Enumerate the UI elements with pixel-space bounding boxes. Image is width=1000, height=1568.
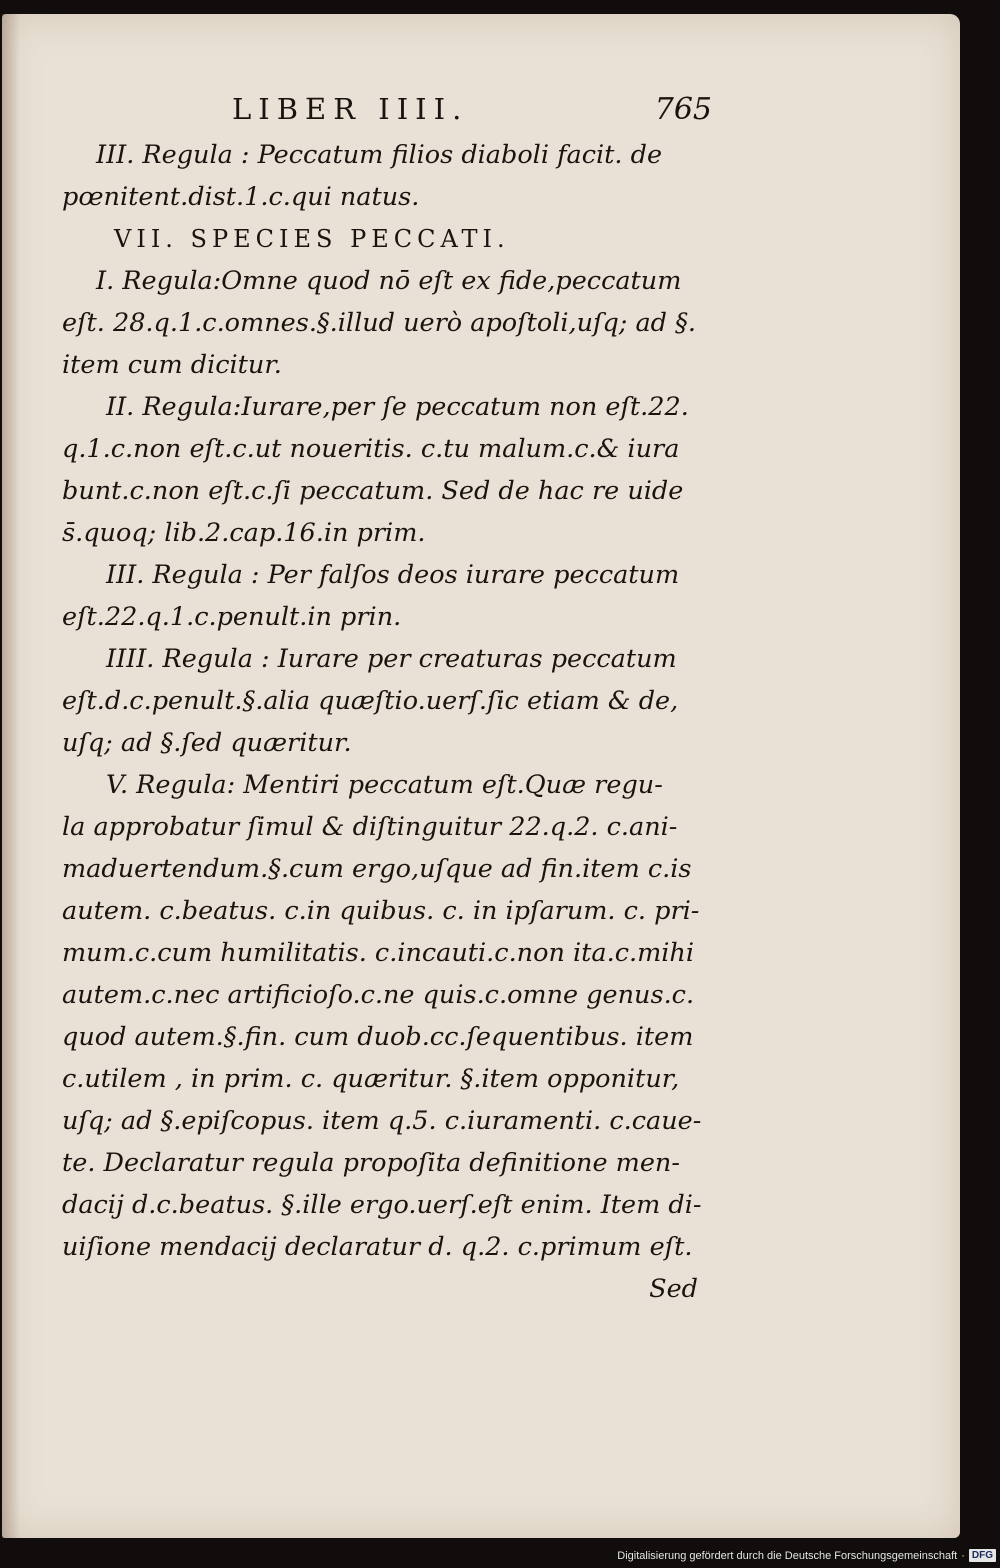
text-line: mum.c.cum humilitatis. c.incauti.c.non ita.c.mihi xyxy=(62,938,694,968)
page-number: 765 xyxy=(654,92,712,127)
book-page xyxy=(2,14,960,1538)
page-text-block xyxy=(62,78,712,1310)
catchword: Sed xyxy=(649,1274,698,1304)
text-line: uſq; ad §.epiſcopus. item q.5. c.iuramenti. c.caue- xyxy=(62,1106,702,1136)
text-line: eſt. 28.q.1.c.omnes.§.illud uerò apoſtoli,uſq; ad §. xyxy=(62,308,696,338)
text-line: autem.c.nec artificioſo.c.ne quis.c.omne genus.c. xyxy=(62,980,695,1010)
text-line: dacij d.c.beatus. §.ille ergo.uerſ.eſt enim. Item di- xyxy=(62,1190,702,1220)
text-line: eſt.22.q.1.c.penult.in prin. xyxy=(62,602,402,632)
running-head: LIBER IIII. xyxy=(232,92,469,126)
credit-text: Digitalisierung gefördert durch die Deutsche Forschungsgemeinschaft xyxy=(617,1549,958,1562)
text-line: autem. c.beatus. c.in quibus. c. in ipſarum. c. pri- xyxy=(62,896,700,926)
text-line: pœnitent.dist.1.c.qui natus. xyxy=(62,182,420,212)
text-line: item cum dicitur. xyxy=(62,350,282,380)
dfg-logo: DFG xyxy=(969,1549,996,1562)
text-line: eſt.d.c.penult.§.alia quæſtio.uerſ.ſic etiam & de, xyxy=(62,686,679,716)
text-line: la approbatur ſimul & diſtinguitur 22.q.2. c.ani- xyxy=(62,812,678,842)
section-heading: VII. SPECIES PECCATI. xyxy=(114,225,510,253)
text-line: bunt.c.non eſt.c.ſi peccatum. Sed de hac re uide xyxy=(62,476,684,506)
text-line: uiſione mendacij declaratur d. q.2. c.primum eſt. xyxy=(62,1232,693,1262)
text-line: s̄.quoq; lib.2.cap.16.in prim. xyxy=(62,518,426,548)
text-line: III. Regula : Per falſos deos iurare peccatum xyxy=(106,560,680,590)
text-line: maduertendum.§.cum ergo,uſque ad fin.item c.is xyxy=(62,854,692,884)
page-header xyxy=(62,78,712,134)
text-line: c.utilem , in prim. c. quæritur. §.item opponitur, xyxy=(62,1064,680,1094)
text-line: I. Regula:Omne quod nō eſt ex fide,peccatum xyxy=(96,266,682,296)
text-line: uſq; ad §.ſed quæritur. xyxy=(62,728,352,758)
text-line: II. Regula:Iurare,per ſe peccatum non eſt.22. xyxy=(106,392,689,422)
text-line: V. Regula: Mentiri peccatum eſt.Quæ regu- xyxy=(106,770,663,800)
text-line: te. Declaratur regula propoſita definitione men- xyxy=(62,1148,680,1178)
text-line: III. Regula : Peccatum filios diaboli facit. de xyxy=(96,140,663,170)
text-line: q.1.c.non eſt.c.ut noueritis. c.tu malum.c.& iura xyxy=(62,434,680,464)
body-text xyxy=(62,134,712,1268)
digitization-credit: Digitalisierung gefördert durch die Deutsche Forschungsgemeinschaft · DFG xyxy=(617,1549,996,1562)
text-line: quod autem.§.fin. cum duob.cc.ſequentibus. item xyxy=(62,1022,694,1052)
text-line: IIII. Regula : Iurare per creaturas peccatum xyxy=(106,644,677,674)
